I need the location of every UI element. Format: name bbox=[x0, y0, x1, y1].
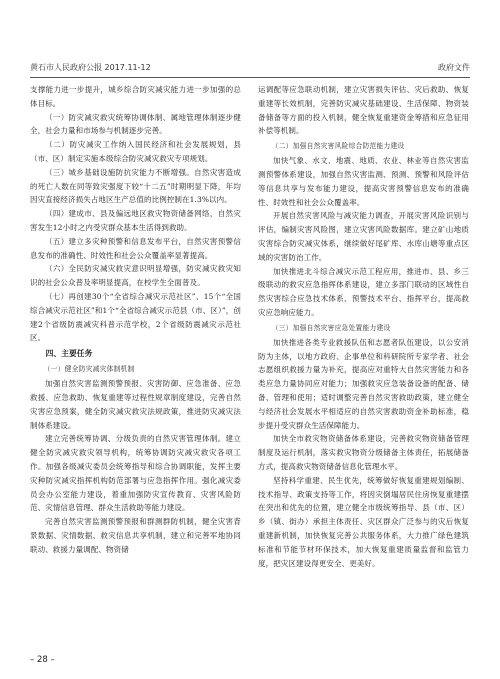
paragraph: 加快推进各类专业救援队伍和志愿者队伍建设，以公安消防为主体，以地方政府、企事单位和科研院所专家学者、社会志愿组织救援力量为补充，提高应对重特大自然灾害能力和各类应急力量协同应对能力；加强救灾应急装备设备的配备、储备、管理和使用；适时调整完善自然灾害救助政策，建立健全与经济社会发展水平相适应的自然灾害救助资金补助标准，稳步提升受灾群众生活保障能力。 bbox=[258, 337, 469, 430]
header-rule bbox=[30, 77, 470, 78]
subsection-heading: （二）加强自然灾害风险综合防范能力建设 bbox=[271, 142, 405, 151]
paragraph: 加快气象、水文、地震、地质、农业、林业等自然灾害监测预警体系建设，加强自然灾害监测、预测、预警和风险评估等信息共享与发布能力建设，提高灾害预警信息发布的准确性、时效性和社会公众覆盖率。 bbox=[258, 156, 469, 207]
page-header bbox=[30, 62, 470, 76]
paragraph: 开展自然灾害风险与减灾能力调查，开展灾害风险识别与评估，编制灾害风险图，建立灾害风险数据库。建立矿山地质灾害综合防灾减灾体系，继续做好尾矿库、水库山塘等重点区域的灾害防治工作。 bbox=[258, 211, 469, 262]
section-heading: 四、主要任务 bbox=[45, 349, 93, 359]
paragraph: （五）建立多灾种预警和信息发布平台，自然灾害预警信息发布的准确性、时效性和社会公众覆盖率显著提高。 bbox=[30, 236, 241, 260]
paragraph: 完善自然灾害监测预警预报和群测群防机制，健全灾害背景数据、灾情数据、救灾信息共享机制，建立和完善军地协同联动、救援力量调配、物资储 bbox=[30, 517, 241, 554]
paragraph: 建立完善统筹协调、分级负责的自然灾害管理体制。建立健全防灾减灾救灾领导机构，统筹协调防灾减灾救灾各项工作。加强各级减灾委员会统筹指导和综合协调职能，发挥主要灾种防灾减灾指挥机构防范部署与应急指挥作用。强化减灾委员会办公室能力建设，着重加强防灾宣传教育、灾害风险防范、灾情信息管理、群众生活救助等能力建设。 bbox=[30, 434, 241, 513]
paragraph: 加强自然灾害监测预警预报、灾害防御、应急准备、应急救援、应急救助、恢复重建等过程性规章制度建设，完善自然灾害应急预案，健全防灾减灾救灾法规政策，推进防灾减灾法制体系建设。 bbox=[30, 379, 241, 430]
left-column bbox=[30, 83, 241, 643]
paragraph: （四）建成市、县及偏远地区救灾物资储备网络，自然灾害发生12小时之内受灾群众基本生活得到救助。 bbox=[30, 209, 241, 232]
publication-title: 黄石市人民政府公报 2017.11-12 bbox=[30, 63, 151, 72]
paragraph: 支撑能力进一步提升，城乡综合防灾减灾能力进一步加强的总体目标。 bbox=[30, 85, 241, 108]
paragraph: 坚持科学重建、民生优先，统筹做好恢复重建规划编制、技术指导、政策支持等工作，将因灾倒塌居民住房恢复重建摆在突出和优先的位置，建立健全市级统筹指导、县（市、区）乡（镇、街办）承担主体责任、灾区群众广泛参与的灾后恢复重建新机制，加快恢复完善公共服务体系，大力推广绿色建筑标准和节能节材环保技术，加大恢复重建质量监督和监管力度，把灾区建设得更安全、更美好。 bbox=[258, 475, 469, 568]
paragraph: 加快推进北斗综合减灾示范工程应用，推进市、县、乡三级联动的救灾应急指挥体系建设，建立多部门联动的区域性自然灾害综合应急技术体系、预警技术平台、指挥平台，提高救灾应急响应能力。 bbox=[258, 266, 469, 317]
paragraph: （六）全民防灾减灾救灾意识明显增强，防灾减灾救灾知识的社会公众普及率明显提高，在校学生全面普及。 bbox=[30, 264, 241, 288]
paragraph: （二）防灾减灾工作纳入国民经济和社会发展规划，县（市、区）制定实施本级综合防灾减灾救灾专项规划。 bbox=[30, 140, 241, 163]
paragraph: 运调配等应急联动机制，建立灾害损失评估、灾后救助、恢复重建等长效机制，完善防灾减灾基础建设、生活保障、物资装备储备等方面的投入机制，健全恢复重建资金筹措和应急征用补偿等机制。 bbox=[258, 85, 469, 136]
paragraph: （七）再创建30个“全省综合减灾示范社区”、15个“全国综合减灾示范社区”和1个“全省综合减灾示范县（市、区）”，创建2个省级防震减灾科普示范学校，2个省级防震减灾示范社区。 bbox=[30, 291, 241, 343]
subsection-heading: （一）健全防灾减灾体制机制 bbox=[43, 365, 135, 374]
paragraph: 加快全市救灾物资储备体系建设，完善救灾物资储备管理制度及运行机制，落实救灾物资分级储备主体责任，拓展储备方式，提高救灾物资储备信息化管理水平。 bbox=[258, 434, 469, 471]
section-label: 政府文件 bbox=[438, 63, 470, 72]
subsection-heading: （三）加强自然灾害应急处置能力建设 bbox=[271, 323, 391, 332]
paragraph: （三）城乡基础设施防抗灾能力不断增强。自然灾害造成的死亡人数在同等致灾强度下较“十二五”时期明显下降，年均因灾直接经济损失占地区生产总值的比例控制在1.3%以内。 bbox=[30, 167, 241, 205]
paragraph: （一）防灾减灾救灾统筹协调体制、属地管理体制逐步健全，社会力量和市场参与机制逐步完善。 bbox=[30, 112, 241, 136]
page-number: – 28 – bbox=[30, 655, 55, 665]
right-column bbox=[258, 83, 469, 643]
